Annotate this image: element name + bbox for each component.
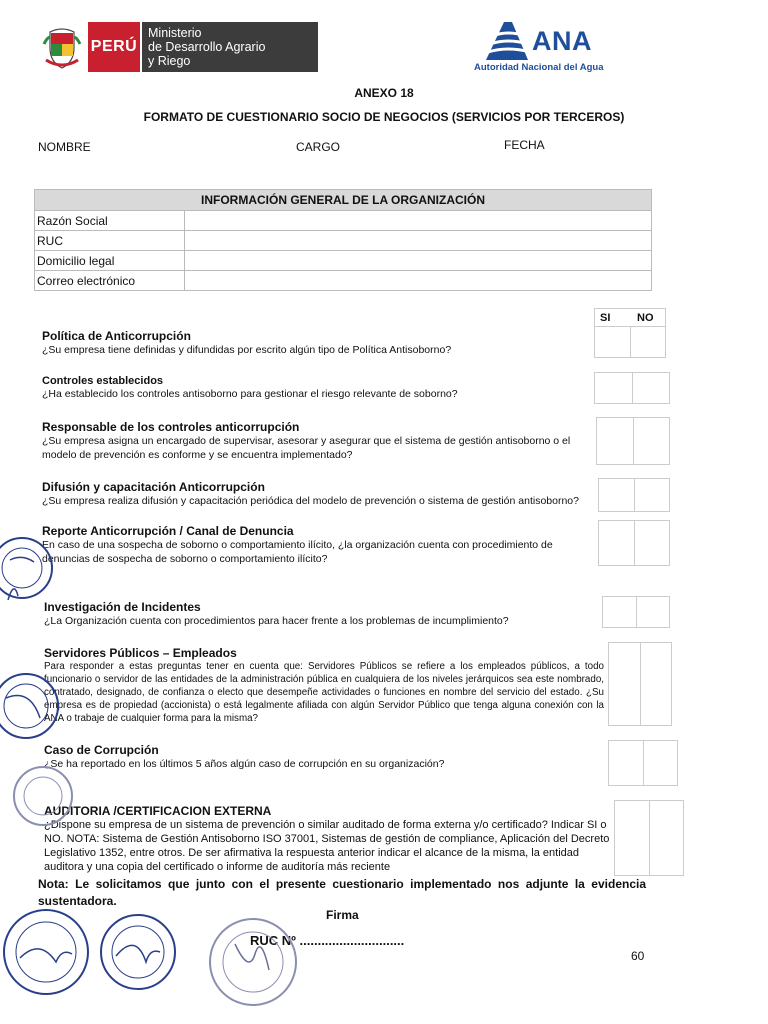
anexo-label: ANEXO 18 xyxy=(354,86,414,100)
info-row-label: Domicilio legal xyxy=(35,251,185,271)
question-text: ¿Su empresa realiza difusión y capacitación periódica del modelo de prevención o sistema de gestión antisoborno? xyxy=(42,495,579,507)
asesoria-seal-stamp xyxy=(98,912,178,992)
answer-boxes xyxy=(608,642,672,726)
ministerio-line-3: y Riego xyxy=(148,54,191,68)
question-title: AUDITORIA /CERTIFICACION EXTERNA xyxy=(44,804,272,818)
question-caso-corrupcion xyxy=(44,743,604,771)
question-text: ¿La Organización cuenta con procedimientos para hacer frente a los problemas de incumplimiento? xyxy=(44,615,509,627)
peru-coat-of-arms-icon xyxy=(42,26,82,70)
answer-boxes xyxy=(594,326,666,358)
answer-boxes xyxy=(602,596,670,628)
question-title: Difusión y capacitación Anticorrupción xyxy=(42,480,265,494)
peru-label: PERÚ xyxy=(88,22,140,72)
question-difusion xyxy=(42,480,598,508)
cargo-field-label: CARGO xyxy=(296,140,341,154)
nombre-field-label: NOMBRE xyxy=(38,140,91,154)
info-row-value[interactable] xyxy=(185,271,652,291)
ruc-signature-line: RUC Nº ............................. xyxy=(250,933,405,948)
question-auditoria xyxy=(44,804,614,874)
answer-boxes xyxy=(614,800,684,876)
question-title: Caso de Corrupción xyxy=(44,743,159,757)
question-title: Investigación de Incidentes xyxy=(44,600,201,614)
si-column-header: SI xyxy=(600,312,611,324)
question-text: ¿Su empresa tiene definidas y difundidas por escrito algún tipo de Política Antisoborno? xyxy=(42,344,452,356)
info-row-value[interactable] xyxy=(185,231,652,251)
ministerio-line-2: de Desarrollo Agrario xyxy=(148,40,266,54)
director-seal-stamp xyxy=(205,914,301,1010)
question-text: ¿Dispone su empresa de un sistema de prevención o similar auditado de forma externa y/o certificado? Indicar SI o NO. NOTA: Sistema de Gestión Antisoborno ISO 37001, Sistemas de gestión de compliance, Aplicación del Decreto Legislativo 1352, entre otros. De ser afirmativa la respuesta anterior indicar el alcance de la misma, la entidad auditora y una copia del certificado o informe de auditoría más reciente xyxy=(44,819,610,873)
answer-boxes xyxy=(598,520,670,566)
question-servidores xyxy=(44,646,604,725)
question-text: ¿Su empresa asigna un encargado de supervisar, asesorar y asegurar que el sistema de gestión antisoborno o el modelo de prevención es conforme y se encuentra implementado? xyxy=(42,435,571,461)
auditoria-seal-stamp xyxy=(12,756,74,836)
ana-wordmark: ANA xyxy=(532,26,592,56)
info-row-label: RUC xyxy=(35,231,185,251)
ministerio-line-1: Ministerio xyxy=(148,26,202,40)
jefatura-seal-stamp xyxy=(0,530,62,600)
info-table xyxy=(34,189,652,291)
question-title: Política de Anticorrupción xyxy=(42,329,191,343)
answer-boxes xyxy=(598,478,670,512)
administracion-seal-stamp xyxy=(0,908,96,996)
firma-label: Firma xyxy=(326,908,359,922)
info-row-label: Correo electrónico xyxy=(35,271,185,291)
fecha-field-label: FECHA xyxy=(504,138,545,152)
question-title: Reporte Anticorrupción / Canal de Denuncia xyxy=(42,524,294,538)
question-text: Para responder a estas preguntas tener en cuenta que: Servidores Públicos se refiere a los empleados públicos, a todo funcionario o servidor de las entidades de la administración pública en cualquiera de los niveles jerárquicos sea este nombrado, contratado, designado, de confianza o electo que desempeñe actividades o funciones en nombre del servicio del estado. ¿Su empresa es de propiedad (accionista) o está legalmente afiliada con algún Servidor Público que tenga alguna conexión con la ANA o trabaje de cualquier forma para la misma? xyxy=(44,661,604,724)
answer-boxes xyxy=(594,372,670,404)
question-title: Servidores Públicos – Empleados xyxy=(44,646,237,660)
question-title: Responsable de los controles anticorrupción xyxy=(42,420,300,434)
info-row-domicilio xyxy=(35,251,652,271)
nota-text: Nota: Le solicitamos que junto con el presente cuestionario implementado nos adjunte la evidencia sustentadora. xyxy=(38,877,646,908)
question-title: Controles establecidos xyxy=(42,375,164,387)
question-text: ¿Se ha reportado en los últimos 5 años algún caso de corrupción en su organización? xyxy=(44,758,445,770)
info-row-correo xyxy=(35,271,652,291)
question-controles xyxy=(42,375,594,401)
answer-boxes xyxy=(596,417,670,465)
gerencia-seal-stamp xyxy=(0,668,66,744)
no-column-header: NO xyxy=(637,312,654,324)
page-number: 60 xyxy=(631,949,645,963)
info-row-value[interactable] xyxy=(185,251,652,271)
ana-logo-icon xyxy=(482,20,532,62)
question-text: En caso de una sospecha de soborno o comportamiento ilícito, ¿la organización cuenta con procedimiento de denuncias de sospecha de soborno o comportamiento ilícito? xyxy=(42,539,553,565)
question-politica xyxy=(42,329,602,357)
info-row-ruc xyxy=(35,231,652,251)
ana-subtitle: Autoridad Nacional del Agua xyxy=(474,62,604,73)
answer-boxes xyxy=(608,740,678,786)
question-reporte xyxy=(42,524,598,566)
question-investigacion xyxy=(44,600,600,628)
info-row-label: Razón Social xyxy=(35,211,185,231)
info-row-value[interactable] xyxy=(185,211,652,231)
document-title: FORMATO DE CUESTIONARIO SOCIO DE NEGOCIOS (SERVICIOS POR TERCEROS) xyxy=(143,110,625,124)
question-responsable xyxy=(42,420,594,462)
info-table-heading: INFORMACIÓN GENERAL DE LA ORGANIZACIÓN xyxy=(35,190,652,211)
info-row-razon-social xyxy=(35,211,652,231)
question-text: ¿Ha establecido los controles antisoborno para gestionar el riesgo relevante de soborno? xyxy=(42,388,458,400)
ministerio-label xyxy=(142,22,318,72)
